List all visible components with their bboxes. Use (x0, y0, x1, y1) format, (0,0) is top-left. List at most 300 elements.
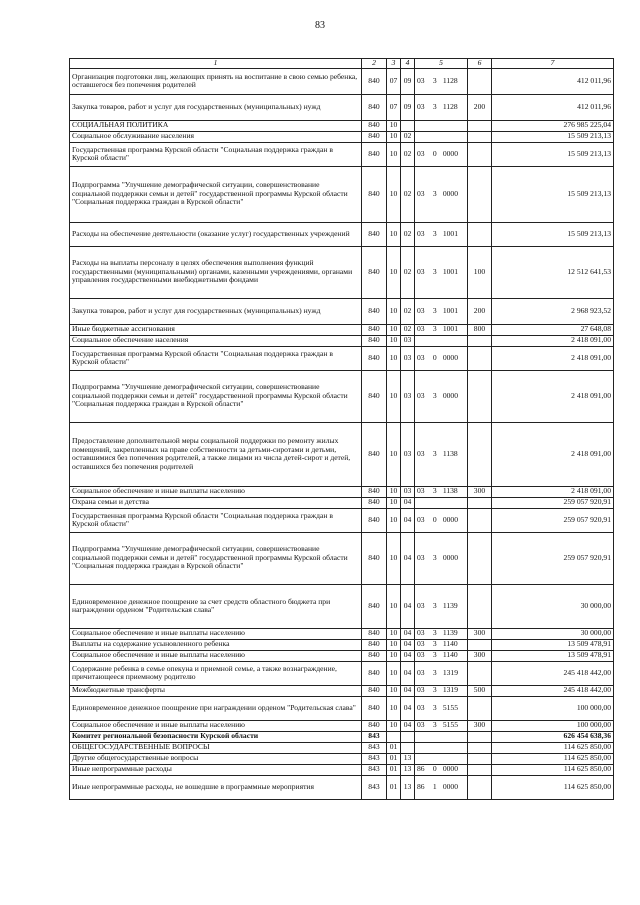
row-code: 843 (362, 775, 387, 799)
row-csr-part: 03 (417, 390, 425, 400)
row-sum: 114 625 850,00 (492, 742, 614, 753)
row-vr (468, 742, 492, 753)
row-sum: 27 648,08 (492, 324, 614, 335)
row-vr (468, 346, 492, 370)
row-sum: 100 000,00 (492, 696, 614, 720)
row-rz: 10 (387, 346, 401, 370)
row-csr (415, 639, 468, 650)
table-row (70, 639, 614, 650)
row-pr: 02 (401, 246, 415, 298)
row-csr-part: 0000 (442, 781, 458, 791)
row-code: 840 (362, 222, 387, 246)
row-csr-part: 1139 (442, 600, 458, 610)
row-csr-part: 03 (417, 228, 425, 238)
row-rz: 10 (387, 532, 401, 584)
row-vr (468, 131, 492, 142)
row-name: Единовременное денежное поощрение за счет средств областного бюджета при награждении орденом "Родительская слава" (70, 584, 362, 628)
row-vr (468, 661, 492, 685)
row-csr (415, 298, 468, 324)
row-csr-part: 1128 (442, 75, 458, 85)
row-csr-part: 0000 (442, 514, 458, 524)
row-sum: 15 509 213,13 (492, 222, 614, 246)
row-code: 840 (362, 661, 387, 685)
row-csr-part: 3 (432, 188, 437, 198)
row-name: Социальное обеспечение и иные выплаты населению (70, 486, 362, 497)
row-pr: 04 (401, 628, 415, 639)
row-name: Подпрограмма "Улучшение демографической ситуации, совершенствование социальной поддержки семьи и детей" государственной программы Курской области "Социальная поддержка граждан в Курской области" (70, 532, 362, 584)
row-name: Социальное обеспечение и иные выплаты населению (70, 720, 362, 731)
row-vr: 800 (468, 324, 492, 335)
row-csr-part: 0 (432, 148, 437, 158)
row-pr: 03 (401, 486, 415, 497)
row-code: 840 (362, 120, 387, 131)
row-rz: 10 (387, 661, 401, 685)
row-rz: 10 (387, 246, 401, 298)
row-sum: 30 000,00 (492, 584, 614, 628)
row-csr-part: 03 (417, 448, 425, 458)
row-rz: 10 (387, 584, 401, 628)
row-csr-part: 3 (432, 685, 437, 695)
row-csr-part: 3 (432, 305, 437, 315)
row-code: 840 (362, 346, 387, 370)
table-row (70, 222, 614, 246)
row-code: 840 (362, 246, 387, 298)
row-pr: 04 (401, 508, 415, 532)
row-name: Иные непрограммные расходы (70, 764, 362, 775)
row-csr (415, 246, 468, 298)
header-col-7: 7 (492, 59, 614, 69)
row-csr-part: 1140 (442, 639, 458, 649)
table-row (70, 497, 614, 508)
row-csr-part: 1001 (442, 324, 458, 334)
row-csr (415, 532, 468, 584)
row-csr (415, 131, 468, 142)
table-row (70, 370, 614, 422)
row-code: 840 (362, 142, 387, 166)
row-pr: 03 (401, 370, 415, 422)
row-csr-part: 86 (417, 764, 425, 774)
row-sum: 13 509 478,91 (492, 650, 614, 661)
row-name: Организация подготовки лиц, желающих принять на воспитание в свою семью ребенка, оставшегося без попечения родителей (70, 68, 362, 94)
header-col-3: 3 (387, 59, 401, 69)
row-name: Социальное обслуживание населения (70, 131, 362, 142)
row-csr-part: 03 (417, 600, 425, 610)
row-vr (468, 166, 492, 222)
row-csr-part: 03 (417, 514, 425, 524)
header-col-2: 2 (362, 59, 387, 69)
row-csr-part: 03 (417, 702, 425, 712)
header-col-1: 1 (70, 59, 362, 69)
row-csr-part: 03 (417, 650, 425, 660)
table-row (70, 335, 614, 346)
row-csr-part: 3 (432, 390, 437, 400)
row-vr (468, 335, 492, 346)
row-csr-part: 03 (417, 148, 425, 158)
row-csr-part: 1319 (442, 685, 458, 695)
row-csr (415, 696, 468, 720)
row-csr-part: 3 (432, 667, 437, 677)
table-row (70, 486, 614, 497)
row-name: Государственная программа Курской области "Социальная поддержка граждан в Курской области" (70, 508, 362, 532)
row-vr (468, 422, 492, 486)
row-vr (468, 731, 492, 742)
page-number: 83 (315, 20, 325, 31)
budget-table (69, 58, 614, 800)
row-rz: 01 (387, 775, 401, 799)
row-rz: 10 (387, 650, 401, 661)
row-vr: 300 (468, 720, 492, 731)
row-sum: 2 418 091,00 (492, 346, 614, 370)
row-vr (468, 775, 492, 799)
row-rz: 10 (387, 370, 401, 422)
row-rz: 01 (387, 742, 401, 753)
row-csr-part: 03 (417, 628, 425, 638)
row-name: Подпрограмма "Улучшение демографической ситуации, совершенствование социальной поддержки семьи и детей" государственной программы Курской области "Социальная поддержка граждан в Курской области" (70, 370, 362, 422)
row-pr: 13 (401, 764, 415, 775)
row-csr-part: 03 (417, 75, 425, 85)
table-row (70, 346, 614, 370)
row-rz: 07 (387, 68, 401, 94)
row-name: Социальное обеспечение и иные выплаты населению (70, 650, 362, 661)
row-code: 840 (362, 685, 387, 696)
row-sum: 2 968 923,52 (492, 298, 614, 324)
row-rz: 10 (387, 639, 401, 650)
row-sum: 13 509 478,91 (492, 639, 614, 650)
row-pr: 03 (401, 335, 415, 346)
row-pr (401, 731, 415, 742)
row-pr: 02 (401, 166, 415, 222)
table-row (70, 650, 614, 661)
row-csr-part: 0000 (442, 148, 458, 158)
row-rz: 10 (387, 486, 401, 497)
table-row (70, 685, 614, 696)
row-csr (415, 661, 468, 685)
row-pr: 09 (401, 68, 415, 94)
table-row (70, 628, 614, 639)
row-sum: 2 418 091,00 (492, 486, 614, 497)
row-name: ОБЩЕГОСУДАРСТВЕННЫЕ ВОПРОСЫ (70, 742, 362, 753)
row-code: 840 (362, 532, 387, 584)
row-rz: 10 (387, 720, 401, 731)
row-sum: 245 418 442,00 (492, 685, 614, 696)
row-csr (415, 497, 468, 508)
row-code: 840 (362, 422, 387, 486)
row-csr-part: 3 (432, 600, 437, 610)
row-sum: 259 057 920,91 (492, 497, 614, 508)
row-csr (415, 775, 468, 799)
row-csr-part: 3 (432, 448, 437, 458)
row-vr (468, 696, 492, 720)
row-vr (468, 222, 492, 246)
row-csr-part: 3 (432, 266, 437, 276)
row-name: Комитет региональной безопасности Курской области (70, 731, 362, 742)
row-pr: 02 (401, 131, 415, 142)
row-vr: 300 (468, 650, 492, 661)
row-vr: 300 (468, 628, 492, 639)
row-csr-part: 0 (432, 764, 437, 774)
row-csr (415, 742, 468, 753)
table-row (70, 68, 614, 94)
row-vr (468, 764, 492, 775)
row-vr (468, 370, 492, 422)
row-name: Расходы на обеспечение деятельности (оказание услуг) государственных учреждений (70, 222, 362, 246)
row-csr (415, 753, 468, 764)
row-csr (415, 486, 468, 497)
row-csr-part: 03 (417, 101, 425, 111)
row-csr (415, 68, 468, 94)
row-pr: 04 (401, 685, 415, 696)
row-csr (415, 370, 468, 422)
row-csr-part: 1001 (442, 305, 458, 315)
row-pr: 04 (401, 584, 415, 628)
row-code: 840 (362, 166, 387, 222)
row-rz (387, 731, 401, 742)
row-code: 840 (362, 639, 387, 650)
row-vr: 500 (468, 685, 492, 696)
row-sum: 2 418 091,00 (492, 335, 614, 346)
row-rz: 10 (387, 120, 401, 131)
table-row (70, 764, 614, 775)
row-vr (468, 584, 492, 628)
row-rz: 10 (387, 298, 401, 324)
row-pr: 02 (401, 222, 415, 246)
row-rz: 10 (387, 324, 401, 335)
row-sum: 15 509 213,13 (492, 131, 614, 142)
row-name: Межбюджетные трансферты (70, 685, 362, 696)
row-csr-part: 1319 (442, 667, 458, 677)
row-name: Подпрограмма "Улучшение демографической ситуации, совершенствование социальной поддержки семьи и детей" государственной программы Курской области "Социальная поддержка граждан в Курской области" (70, 166, 362, 222)
row-csr (415, 731, 468, 742)
row-vr (468, 639, 492, 650)
row-pr: 04 (401, 639, 415, 650)
row-code: 840 (362, 68, 387, 94)
row-code: 840 (362, 335, 387, 346)
row-code: 840 (362, 324, 387, 335)
row-sum: 15 509 213,13 (492, 166, 614, 222)
row-csr (415, 764, 468, 775)
row-csr-part: 3 (432, 101, 437, 111)
row-csr-part: 03 (417, 685, 425, 695)
table-row (70, 720, 614, 731)
row-code: 840 (362, 628, 387, 639)
row-vr: 100 (468, 246, 492, 298)
row-csr (415, 94, 468, 120)
row-sum: 276 985 225,04 (492, 120, 614, 131)
row-csr-part: 03 (417, 352, 425, 362)
row-pr: 04 (401, 661, 415, 685)
row-csr (415, 335, 468, 346)
table-row (70, 731, 614, 742)
row-vr (468, 68, 492, 94)
row-code: 840 (362, 584, 387, 628)
row-vr: 200 (468, 298, 492, 324)
row-csr (415, 324, 468, 335)
table-row (70, 532, 614, 584)
header-col-6: 6 (468, 59, 492, 69)
row-csr-part: 1139 (442, 628, 458, 638)
row-code: 843 (362, 753, 387, 764)
row-csr-part: 1128 (442, 101, 458, 111)
table-row (70, 696, 614, 720)
table-header-row (70, 59, 614, 69)
row-vr (468, 753, 492, 764)
table-row (70, 142, 614, 166)
row-csr-part: 1001 (442, 266, 458, 276)
row-pr: 02 (401, 324, 415, 335)
row-csr-part: 3 (432, 702, 437, 712)
row-sum: 2 418 091,00 (492, 422, 614, 486)
row-csr (415, 650, 468, 661)
row-sum: 412 011,96 (492, 68, 614, 94)
row-csr-part: 0000 (442, 552, 458, 562)
row-pr: 13 (401, 775, 415, 799)
row-sum: 15 509 213,13 (492, 142, 614, 166)
row-csr-part: 03 (417, 639, 425, 649)
row-name: Закупка товаров, работ и услуг для государственных (муниципальных) нужд (70, 298, 362, 324)
row-csr-part: 03 (417, 486, 425, 496)
header-col-5: 5 (415, 59, 468, 69)
row-code: 840 (362, 650, 387, 661)
row-pr: 02 (401, 298, 415, 324)
row-rz: 10 (387, 131, 401, 142)
row-csr (415, 720, 468, 731)
row-pr: 03 (401, 346, 415, 370)
row-csr-part: 0 (432, 352, 437, 362)
row-code: 843 (362, 764, 387, 775)
row-csr (415, 628, 468, 639)
table-row (70, 661, 614, 685)
row-name: Охрана семьи и детства (70, 497, 362, 508)
table-row (70, 753, 614, 764)
row-rz: 10 (387, 335, 401, 346)
row-rz: 01 (387, 764, 401, 775)
row-csr (415, 142, 468, 166)
row-name: Предоставление дополнительной меры социальной поддержки по ремонту жилых помещений, закрепленных на праве собственности за детьми-сиротами и детьми, оставшимися без попечения родителей, а также лицами из числа детей-сирот и детей, оставшихся без попечения родителей (70, 422, 362, 486)
row-code: 840 (362, 298, 387, 324)
row-csr-part: 3 (432, 552, 437, 562)
row-code: 840 (362, 720, 387, 731)
row-csr-part: 3 (432, 628, 437, 638)
row-csr (415, 584, 468, 628)
row-pr (401, 742, 415, 753)
row-csr-part: 1138 (442, 448, 458, 458)
row-sum: 114 625 850,00 (492, 753, 614, 764)
row-csr-part: 1 (432, 781, 437, 791)
row-code: 840 (362, 696, 387, 720)
row-pr: 04 (401, 696, 415, 720)
row-rz: 07 (387, 94, 401, 120)
row-vr: 200 (468, 94, 492, 120)
row-name: Государственная программа Курской области "Социальная поддержка граждан в Курской области" (70, 346, 362, 370)
table-row (70, 508, 614, 532)
row-vr (468, 120, 492, 131)
row-csr-part: 03 (417, 188, 425, 198)
row-vr (468, 508, 492, 532)
row-pr (401, 120, 415, 131)
row-csr-part: 5155 (442, 720, 458, 730)
row-sum: 626 454 638,36 (492, 731, 614, 742)
row-code: 840 (362, 486, 387, 497)
row-pr: 09 (401, 94, 415, 120)
row-sum: 100 000,00 (492, 720, 614, 731)
row-rz: 10 (387, 166, 401, 222)
row-name: Иные бюджетные ассигнования (70, 324, 362, 335)
row-rz: 10 (387, 696, 401, 720)
row-vr (468, 532, 492, 584)
row-rz: 10 (387, 628, 401, 639)
row-name: Социальное обеспечение и иные выплаты населению (70, 628, 362, 639)
row-csr-part: 3 (432, 650, 437, 660)
row-csr-part: 3 (432, 324, 437, 334)
row-code: 843 (362, 731, 387, 742)
row-csr-part: 03 (417, 720, 425, 730)
row-pr: 04 (401, 720, 415, 731)
row-vr (468, 142, 492, 166)
row-csr-part: 0000 (442, 764, 458, 774)
row-rz: 10 (387, 142, 401, 166)
row-sum: 114 625 850,00 (492, 764, 614, 775)
table-row (70, 298, 614, 324)
row-csr-part: 3 (432, 486, 437, 496)
row-name: Выплаты на содержание усыновленного ребенка (70, 639, 362, 650)
row-rz: 10 (387, 497, 401, 508)
table-row (70, 120, 614, 131)
row-pr: 02 (401, 142, 415, 166)
header-col-4: 4 (401, 59, 415, 69)
row-csr-part: 3 (432, 639, 437, 649)
table-row (70, 584, 614, 628)
table-row (70, 422, 614, 486)
table-row (70, 94, 614, 120)
row-vr: 300 (468, 486, 492, 497)
row-name: Расходы на выплаты персоналу в целях обеспечения выполнения функций государственными (муниципальными) органами, казенными учреждениями, органами управления государственными внебюджетными фондами (70, 246, 362, 298)
row-name: Иные непрограммные расходы, не вошедшие в программные мероприятия (70, 775, 362, 799)
row-rz: 10 (387, 508, 401, 532)
row-csr (415, 422, 468, 486)
row-sum: 245 418 442,00 (492, 661, 614, 685)
row-csr-part: 3 (432, 75, 437, 85)
row-name: Государственная программа Курской области "Социальная поддержка граждан в Курской области" (70, 142, 362, 166)
row-csr-part: 03 (417, 305, 425, 315)
row-csr (415, 166, 468, 222)
row-code: 843 (362, 742, 387, 753)
row-csr-part: 86 (417, 781, 425, 791)
row-name: Единовременное денежное поощрение при награждении орденом "Родительская слава" (70, 696, 362, 720)
row-code: 840 (362, 508, 387, 532)
table-row (70, 166, 614, 222)
row-csr-part: 1138 (442, 486, 458, 496)
row-csr-part: 1001 (442, 228, 458, 238)
row-csr-part: 0000 (442, 188, 458, 198)
row-name: Содержание ребенка в семье опекуна и приемной семье, а также вознаграждение, причитающееся приемному родителю (70, 661, 362, 685)
table-row (70, 324, 614, 335)
row-csr-part: 3 (432, 228, 437, 238)
row-sum: 30 000,00 (492, 628, 614, 639)
row-csr-part: 03 (417, 667, 425, 677)
row-name: Другие общегосударственные вопросы (70, 753, 362, 764)
table-row (70, 131, 614, 142)
row-csr-part: 03 (417, 552, 425, 562)
row-name: Закупка товаров, работ и услуг для государственных (муниципальных) нужд (70, 94, 362, 120)
row-csr-part: 0000 (442, 352, 458, 362)
row-pr: 13 (401, 753, 415, 764)
row-code: 840 (362, 94, 387, 120)
row-name: Социальное обеспечение населения (70, 335, 362, 346)
row-pr: 04 (401, 650, 415, 661)
row-code: 840 (362, 497, 387, 508)
row-vr (468, 497, 492, 508)
row-csr-part: 1140 (442, 650, 458, 660)
